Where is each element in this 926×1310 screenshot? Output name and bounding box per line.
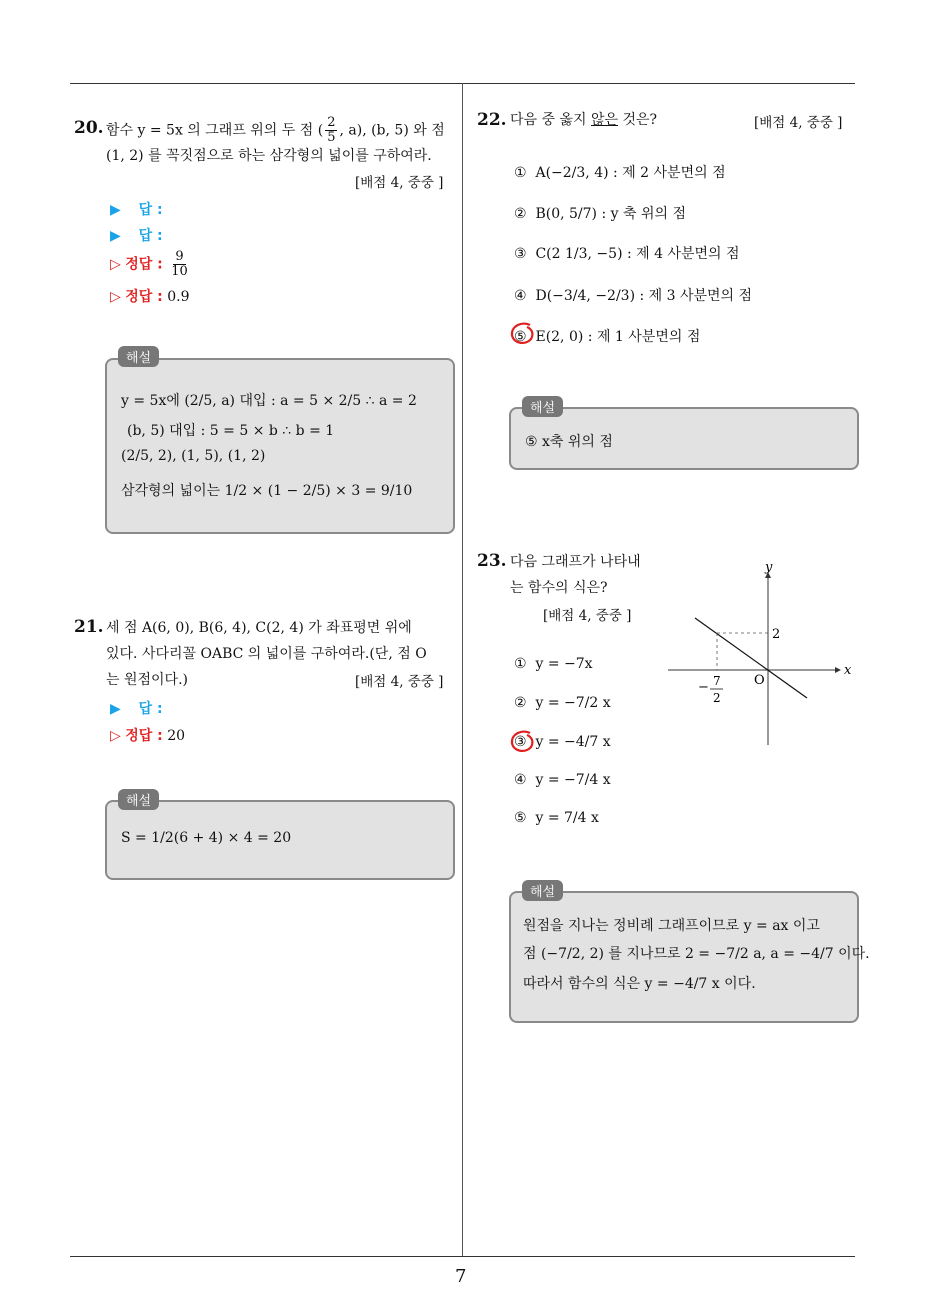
option-number: ② — [514, 695, 527, 711]
solution-line: 점 (−7/2, 2) 를 지나므로 2 = −7/2 a, a = −4/7 이다. — [523, 946, 870, 962]
correct-label: 정답 : — [125, 256, 163, 273]
option-5 — [514, 326, 700, 346]
correct-value: 0.9 — [167, 289, 190, 305]
question-text-line2: 있다. 사다리꼴 OABC 의 넓이를 구하여라.(단, 점 O — [106, 646, 427, 662]
option-text: E(2, 0) : 제 1 사분면의 점 — [535, 329, 701, 345]
solution-box — [105, 358, 455, 534]
answer-circle-mark-icon — [508, 728, 536, 756]
answer-label: 답 : — [138, 228, 163, 244]
question-number: 20. — [74, 118, 104, 138]
option-number: ① — [514, 165, 527, 181]
function-line — [695, 618, 807, 698]
solution-tag: 해설 — [522, 396, 563, 417]
page-number: 7 — [455, 1266, 467, 1287]
solution-tag: 해설 — [522, 880, 563, 901]
fraction: $\frac{2}{5}$ — [327, 115, 336, 145]
solution-line: y = 5x에 (2/5, a) 대입 : a = 5 × 2/5 ∴ a = 2 — [121, 393, 417, 409]
option-1 — [514, 656, 593, 672]
option-text: D(−3/4, −2/3) : 제 3 사분면의 점 — [535, 288, 753, 304]
option-5 — [514, 810, 599, 826]
score-meta: [배점 4, 중중 ] — [754, 115, 843, 131]
option-number: ③ — [514, 246, 527, 262]
origin-label: O — [754, 673, 765, 688]
question-text-line2: 는 함수의 식은? — [510, 580, 608, 596]
option-text: y = 7/4 x — [535, 810, 599, 826]
function-graph — [665, 560, 860, 750]
outline-triangle-icon: ▷ — [110, 289, 121, 305]
option-text: y = −7/2 x — [535, 695, 611, 711]
question-text-line3: 는 원점이다.) — [106, 672, 188, 688]
q20-text-a: 함수 y = 5x 의 그래프 위의 두 점 ( — [106, 122, 324, 139]
question-text-line1: 세 점 A(6, 0), B(6, 4), C(2, 4) 가 좌표평면 위에 — [106, 620, 412, 636]
option-text: y = −4/7 x — [535, 734, 611, 750]
correct-fraction: $\frac{9}{10}$ — [171, 249, 188, 279]
x-tick-sign: − — [698, 680, 709, 695]
score-meta: [배점 4, 중중 ] — [543, 608, 632, 624]
solution-line: ⑤ x축 위의 점 — [525, 434, 613, 450]
answer-circle-mark-icon — [508, 320, 536, 348]
play-triangle-icon: ▶ — [110, 202, 121, 218]
solution-tag: 해설 — [118, 346, 159, 367]
option-3 — [514, 243, 740, 263]
answer-row — [110, 199, 163, 219]
play-triangle-icon: ▶ — [110, 701, 121, 717]
answer-row — [110, 225, 163, 245]
option-text: B(0, 5/7) : y 축 위의 점 — [535, 206, 686, 222]
option-number: ④ — [514, 772, 527, 788]
solution-box — [509, 891, 870, 1023]
y-axis-label: y — [765, 560, 773, 575]
play-triangle-icon: ▶ — [110, 228, 121, 244]
question-text: 다음 중 옳지 않은 것은? — [510, 112, 658, 128]
solution-line: 삼각형의 넓이는 1/2 × (1 − 2/5) × 3 = 9/10 — [121, 483, 413, 499]
outline-triangle-icon: ▷ — [110, 256, 121, 273]
correct-label: 정답 : — [125, 289, 163, 305]
option-2 — [514, 695, 611, 711]
answer-label: 답 : — [138, 701, 163, 717]
x-axis-arrow-icon — [835, 667, 841, 673]
correct-value: 20 — [167, 728, 186, 744]
option-text: y = −7/4 x — [535, 772, 611, 788]
option-2 — [514, 203, 686, 223]
option-number: ⑤ — [514, 810, 527, 826]
question-number: 21. — [74, 617, 104, 637]
correct-label: 정답 : — [125, 728, 163, 744]
option-text: y = −7x — [535, 656, 593, 672]
option-text: C(2 1/3, −5) : 제 4 사분면의 점 — [535, 246, 740, 262]
solution-line: (2/5, 2), (1, 5), (1, 2) — [121, 448, 266, 464]
solution-line: 원점을 지나는 정비례 그래프이므로 y = ax 이고 — [523, 918, 820, 934]
question-text-line1: 다음 그래프가 나타내 — [510, 554, 641, 570]
x-tick-numerator: 7 — [713, 674, 721, 688]
question-text-line1 — [106, 116, 445, 145]
solution-line: (b, 5) 대입 : 5 = 5 × b ∴ b = 1 — [127, 423, 335, 439]
option-number: ④ — [514, 288, 527, 304]
option-text: A(−2/3, 4) : 제 2 사분면의 점 — [535, 165, 726, 181]
solution-box — [105, 800, 455, 880]
column-divider — [462, 83, 463, 1256]
correct-answer-row — [110, 250, 192, 279]
solution-line: 따라서 함수의 식은 y = −4/7 x 이다. — [523, 976, 756, 992]
option-number: ⑤ — [514, 329, 527, 345]
score-meta: [배점 4, 중중 ] — [355, 175, 444, 191]
bottom-rule — [70, 1256, 855, 1257]
answer-label: 답 : — [138, 202, 163, 218]
question-number: 22. — [477, 110, 507, 130]
correct-answer-row — [110, 725, 185, 745]
option-number: ② — [514, 206, 527, 222]
option-1 — [514, 162, 726, 182]
solution-box — [509, 407, 859, 470]
correct-answer-row — [110, 286, 189, 306]
underlined-word: 않은 — [590, 112, 619, 128]
x-tick-denominator: 2 — [713, 691, 721, 705]
option-4 — [514, 772, 611, 788]
x-axis-label: x — [844, 663, 852, 678]
score-meta: [배점 4, 중중 ] — [355, 674, 444, 690]
q20-text-b: , a), (b, 5) 와 점 — [339, 122, 445, 139]
solution-line: S = 1/2(6 + 4) × 4 = 20 — [121, 830, 292, 846]
outline-triangle-icon: ▷ — [110, 728, 121, 744]
option-number: ③ — [514, 734, 527, 750]
option-4 — [514, 285, 752, 305]
y-tick-label: 2 — [772, 627, 781, 642]
answer-row — [110, 698, 163, 718]
question-text-line2: (1, 2) 를 꼭짓점으로 하는 삼각형의 넓이를 구하여라. — [106, 148, 432, 164]
option-number: ① — [514, 656, 527, 672]
question-number: 23. — [477, 551, 507, 571]
solution-tag: 해설 — [118, 789, 159, 810]
